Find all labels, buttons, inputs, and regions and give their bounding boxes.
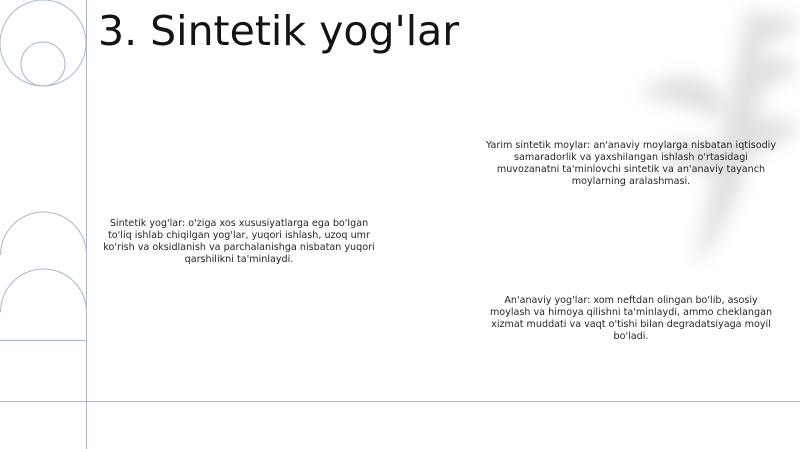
small-circle-outline — [21, 42, 65, 86]
synthetic-oils-text: Sintetik yog'lar: o'ziga xos xususiyatlarga ega bo'lgan to'liq ishlab chiqilgan yog'lar, yuqori ishlash, uzoq umr ko'rish va oksidlanish va parchalanishga nisbatan yuqori qarshilikni ta'minlaydi. — [103, 217, 375, 266]
semi-synthetic-oils-text: Yarim sintetik moylar: an'anaviy moylarga nisbatan iqtisodiy samaradorlik va yaxshilangan ishlash o'rtasidagi muvozanatni ta'minlovchi sintetik va an'anaviy tayanch moylarning aralashmasi. — [485, 139, 777, 188]
upper-arch-outline — [1, 212, 87, 255]
slide-title: 3. Sintetik yog'lar — [98, 7, 460, 55]
lower-arch-outline — [1, 269, 87, 312]
conventional-oils-text: An'anaviy yog'lar: xom neftdan olingan bo'lib, asosiy moylash va himoya qilishni ta'minlaydi, ammo cheklangan xizmat muddati va vaqt o'tishi bilan degradatsiyaga moyil bo'ladi. — [489, 294, 773, 343]
large-circle-outline — [0, 0, 86, 86]
